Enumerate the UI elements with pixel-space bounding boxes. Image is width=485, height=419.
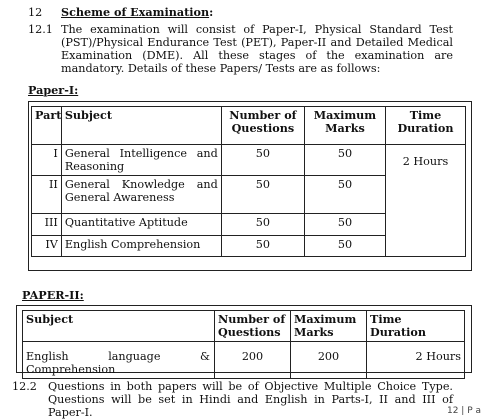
paper-2-row — [23, 342, 465, 379]
paper-1-duration: 2 Hours — [385, 145, 465, 257]
row-part: IV — [32, 236, 62, 257]
p2-header-time: Time Duration — [367, 311, 465, 342]
paper-1-table — [31, 106, 466, 257]
para-12-1-text: The examination will consist of Paper-I, Physical Standard Test (PST)/Physical Endurance Test (PET), Paper-II and Detailed Medical Examination (DME). All these stages of the examination are mandatory. Details of these Papers/ Tests are as follows: — [61, 23, 453, 75]
p2-header-subject: Subject — [23, 311, 215, 342]
row-questions: 50 — [221, 145, 304, 176]
p2-header-marks: Maximum Marks — [291, 311, 367, 342]
col-header-time: Time Duration — [385, 107, 465, 145]
row-subject: General Knowledge and General Awareness — [61, 176, 221, 214]
p2-row-subject — [23, 342, 215, 379]
section-title: Scheme of Examination — [61, 5, 210, 19]
row-part: II — [32, 176, 62, 214]
p2-row-time: 2 Hours — [367, 342, 465, 379]
p2-subject-word: Comprehension — [26, 363, 116, 376]
row-subject: English Comprehension — [61, 236, 221, 257]
col-header-marks: Maximum Marks — [304, 107, 385, 145]
p2-subject-word: English — [26, 350, 69, 363]
paper-2-header-row — [23, 311, 465, 342]
row-marks: 50 — [304, 176, 385, 214]
p2-row-marks: 200 — [291, 342, 367, 379]
row-questions: 50 — [221, 214, 304, 236]
row-subject: Quantitative Aptitude — [61, 214, 221, 236]
row-questions: 50 — [221, 236, 304, 257]
paper-1-row — [32, 145, 466, 176]
row-part: III — [32, 214, 62, 236]
paper-1-header-row — [32, 107, 466, 145]
row-part: I — [32, 145, 62, 176]
col-header-subject: Subject — [61, 107, 221, 145]
section-number: 12 — [28, 6, 43, 19]
col-header-questions: Number of Questions — [221, 107, 304, 145]
page-number: 12 | P a — [446, 406, 481, 416]
row-subject: General Intelligence and Reasoning — [61, 145, 221, 176]
section-heading — [61, 6, 213, 19]
para-12-2-number: 12.2 — [12, 380, 37, 393]
row-marks: 50 — [304, 236, 385, 257]
p2-subject-word: language — [108, 350, 161, 363]
p2-subject-word: & — [200, 350, 210, 363]
p2-row-questions: 200 — [215, 342, 291, 379]
paper-1-heading: Paper-I: — [28, 83, 79, 97]
row-marks: 50 — [304, 145, 385, 176]
paper-2-table — [22, 310, 465, 379]
para-12-1-number: 12.1 — [28, 23, 53, 36]
para-12-2-text: Questions in both papers will be of Objective Multiple Choice Type. Questions will be set in Hindi and English in Parts-I, II and III of Paper-I. — [48, 380, 453, 419]
paper-2-heading: PAPER-II: — [22, 288, 84, 302]
row-marks: 50 — [304, 214, 385, 236]
row-questions: 50 — [221, 176, 304, 214]
p2-header-questions: Number of Questions — [215, 311, 291, 342]
section-title-colon: : — [209, 5, 214, 19]
col-header-part: Part — [32, 107, 62, 145]
